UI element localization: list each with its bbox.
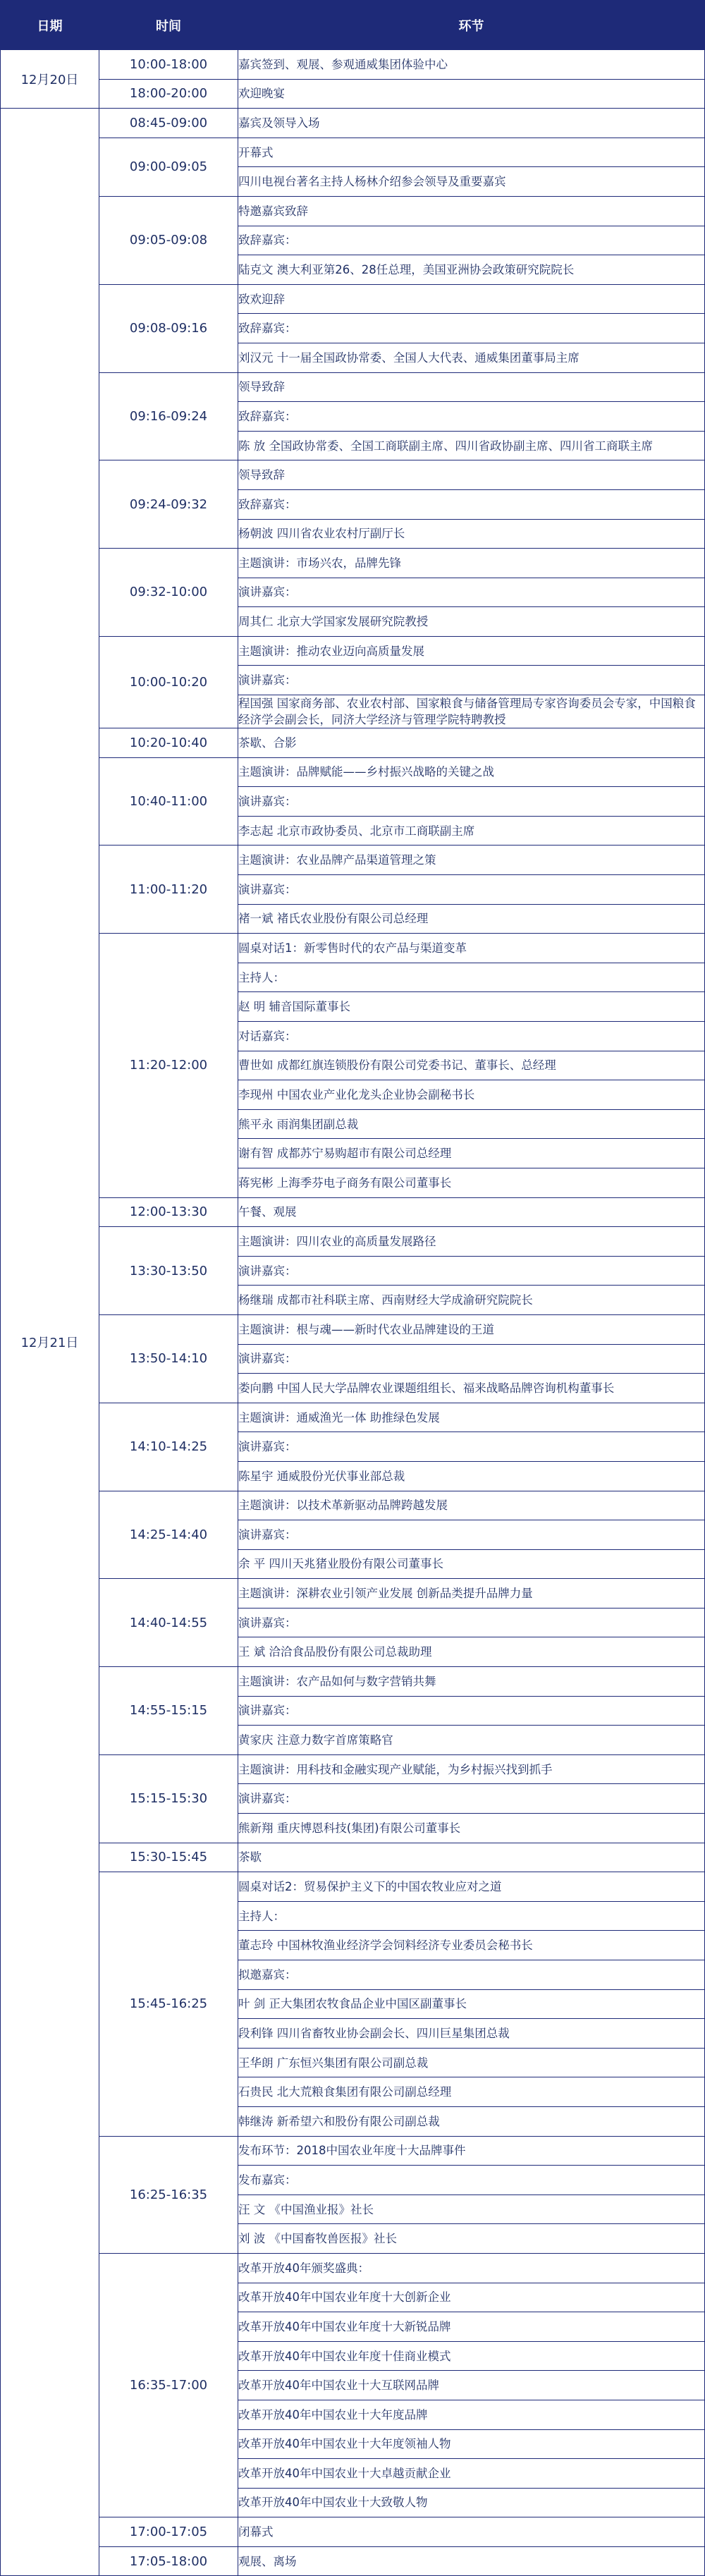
- agenda-row: [1, 1314, 705, 1344]
- agenda-row: [1, 636, 705, 666]
- segment-line: 发布环节：2018中国农业年度十大品牌事件: [238, 2136, 705, 2166]
- header-row: [1, 1, 705, 50]
- time-cell: 09:24-09:32: [99, 460, 238, 549]
- time-cell: 16:25-16:35: [99, 2136, 238, 2253]
- agenda-row: [1, 372, 705, 402]
- segment-line: 发布嘉宾：: [238, 2166, 705, 2195]
- segment-line: 改革开放40年中国农业十大年度品牌: [238, 2400, 705, 2429]
- segment-line: 余 平 四川天兆猪业股份有限公司董事长: [238, 1549, 705, 1579]
- segment-line: 陈星宇 通威股份光伏事业部总裁: [238, 1461, 705, 1491]
- segment-line: 杨朝波 四川省农业农村厅副厅长: [238, 519, 705, 549]
- date-cell: 12月21日: [1, 109, 99, 2576]
- agenda-row: [1, 846, 705, 875]
- segment-line: 拟邀嘉宾：: [238, 1960, 705, 1990]
- segment-line: 演讲嘉宾：: [238, 1784, 705, 1814]
- segment-line: 主题演讲：用科技和金融实现产业赋能，为乡村振兴找到抓手: [238, 1754, 705, 1784]
- time-cell: 10:20-10:40: [99, 728, 238, 758]
- segment-line: 午餐、观展: [238, 1197, 705, 1227]
- segment-line: 四川电视台著名主持人杨林介绍参会领导及重要嘉宾: [238, 167, 705, 197]
- time-cell: 18:00-20:00: [99, 79, 238, 109]
- time-cell: 13:50-14:10: [99, 1314, 238, 1403]
- segment-line: 演讲嘉宾：: [238, 875, 705, 905]
- segment-line: 主题演讲：以技术革新驱动品牌跨越发展: [238, 1491, 705, 1520]
- agenda-row: [1, 1491, 705, 1520]
- segment-line: 谢有智 成都苏宁易购超市有限公司总经理: [238, 1139, 705, 1168]
- segment-line: 演讲嘉宾：: [238, 666, 705, 695]
- time-cell: 09:32-10:00: [99, 549, 238, 637]
- agenda-row: [1, 1227, 705, 1257]
- time-cell: 09:00-09:05: [99, 138, 238, 196]
- agenda-row: [1, 2253, 705, 2283]
- segment-line: 闭幕式: [238, 2517, 705, 2547]
- segment-line: 主题演讲：推动农业迈向高质量发展: [238, 636, 705, 666]
- segment-line: 汪 文 《中国渔业报》社长: [238, 2195, 705, 2224]
- segment-line: 圆桌对话2：贸易保护主义下的中国农牧业应对之道: [238, 1872, 705, 1902]
- segment-line: 致辞嘉宾：: [238, 226, 705, 255]
- agenda-row: [1, 1403, 705, 1432]
- segment-line: 李现州 中国农业产业化龙头企业协会副秘书长: [238, 1080, 705, 1110]
- segment-line: 主题演讲：通威渔光一体 助推绿色发展: [238, 1403, 705, 1432]
- segment-line: 改革开放40年中国农业十大年度领袖人物: [238, 2429, 705, 2459]
- agenda-row: [1, 2517, 705, 2547]
- segment-line: 改革开放40年中国农业十大卓越贡献企业: [238, 2459, 705, 2489]
- agenda-row: [1, 1197, 705, 1227]
- time-cell: 15:45-16:25: [99, 1872, 238, 2136]
- time-cell: 10:00-10:20: [99, 636, 238, 728]
- agenda-row: [1, 79, 705, 109]
- segment-line: 领导致辞: [238, 460, 705, 490]
- segment-line: 黄家庆 注意力数字首席策略官: [238, 1726, 705, 1755]
- segment-line: 周其仁 北京大学国家发展研究院教授: [238, 607, 705, 637]
- segment-line: 韩继涛 新希望六和股份有限公司副总裁: [238, 2106, 705, 2136]
- agenda-row: [1, 934, 705, 963]
- segment-line: 改革开放40年中国农业十大互联网品牌: [238, 2371, 705, 2400]
- segment-line: 叶 剑 正大集团农牧食品企业中国区副董事长: [238, 1989, 705, 2019]
- segment-line: 演讲嘉宾：: [238, 1432, 705, 1462]
- segment-line: 演讲嘉宾：: [238, 1344, 705, 1374]
- time-cell: 08:45-09:00: [99, 109, 238, 138]
- segment-line: 娄向鹏 中国人民大学品牌农业课题组组长、福来战略品牌咨询机构董事长: [238, 1374, 705, 1403]
- time-cell: 13:30-13:50: [99, 1227, 238, 1315]
- segment-line: 主持人：: [238, 1901, 705, 1931]
- segment-line: 杨继瑞 成都市社科联主席、西南财经大学成渝研究院院长: [238, 1286, 705, 1315]
- time-cell: 14:10-14:25: [99, 1403, 238, 1491]
- time-cell: 11:20-12:00: [99, 934, 238, 1197]
- segment-line: 王 斌 洽洽食品股份有限公司总裁助理: [238, 1637, 705, 1667]
- agenda-row: [1, 50, 705, 80]
- segment-line: 董志玲 中国林牧渔业经济学会饲料经济专业委员会秘书长: [238, 1931, 705, 1960]
- segment-line: 蒋宪彬 上海季芬电子商务有限公司董事长: [238, 1168, 705, 1197]
- segment-line: 观展、离场: [238, 2546, 705, 2576]
- segment-line: 嘉宾及领导入场: [238, 109, 705, 138]
- segment-line: 改革开放40年中国农业年度十大创新企业: [238, 2283, 705, 2312]
- segment-line: 改革开放40年中国农业十大致敬人物: [238, 2488, 705, 2517]
- segment-line: 陆克文 澳大利亚第26、28任总理，美国亚洲协会政策研究院院长: [238, 255, 705, 285]
- agenda-row: [1, 1667, 705, 1697]
- segment-line: 主持人：: [238, 963, 705, 992]
- segment-line: 主题演讲：农产品如何与数字营销共舞: [238, 1667, 705, 1697]
- time-cell: 17:00-17:05: [99, 2517, 238, 2547]
- segment-line: 王华朗 广东恒兴集团有限公司副总裁: [238, 2048, 705, 2077]
- segment-line: 演讲嘉宾：: [238, 1696, 705, 1726]
- segment-line: 茶歇、合影: [238, 728, 705, 758]
- agenda-row: [1, 549, 705, 578]
- segment-line: 曹世如 成都红旗连锁股份有限公司党委书记、董事长、总经理: [238, 1051, 705, 1080]
- segment-line: 领导致辞: [238, 372, 705, 402]
- segment-line: 演讲嘉宾：: [238, 578, 705, 607]
- segment-line: 熊新翔 重庆博恩科技(集团)有限公司董事长: [238, 1814, 705, 1843]
- segment-line: 致辞嘉宾：: [238, 489, 705, 519]
- segment-line: 主题演讲：品牌赋能——乡村振兴战略的关键之战: [238, 757, 705, 787]
- segment-line: 熊平永 雨润集团副总裁: [238, 1109, 705, 1139]
- segment-line: 主题演讲：深耕农业引领产业发展 创新品类提升品牌力量: [238, 1579, 705, 1609]
- segment-line: 段利锋 四川省畜牧业协会副会长、四川巨星集团总裁: [238, 2019, 705, 2049]
- segment-line: 改革开放40年颁奖盛典：: [238, 2253, 705, 2283]
- segment-line: 对话嘉宾：: [238, 1022, 705, 1051]
- segment-line: 主题演讲：根与魂——新时代农业品牌建设的王道: [238, 1314, 705, 1344]
- date-cell: 12月20日: [1, 50, 99, 109]
- time-cell: 14:40-14:55: [99, 1579, 238, 1667]
- segment-line: 主题演讲：市场兴农，品牌先锋: [238, 549, 705, 578]
- agenda-row: [1, 2546, 705, 2576]
- agenda-row: [1, 284, 705, 314]
- segment-line: 欢迎晚宴: [238, 79, 705, 109]
- segment-line: 改革开放40年中国农业年度十佳商业模式: [238, 2341, 705, 2371]
- time-cell: 15:30-15:45: [99, 1843, 238, 1872]
- time-cell: 15:15-15:30: [99, 1754, 238, 1843]
- agenda-row: [1, 2136, 705, 2166]
- agenda-row: [1, 1843, 705, 1872]
- segment-line: 圆桌对话1：新零售时代的农产品与渠道变革: [238, 934, 705, 963]
- agenda-row: [1, 1579, 705, 1609]
- segment-line: 李志起 北京市政协委员、北京市工商联副主席: [238, 816, 705, 846]
- agenda-row: [1, 109, 705, 138]
- time-cell: 09:16-09:24: [99, 372, 238, 460]
- segment-line: 陈 放 全国政协常委、全国工商联副主席、四川省政协副主席、四川省工商联主席: [238, 431, 705, 460]
- segment-line: 特邀嘉宾致辞: [238, 196, 705, 226]
- agenda-row: [1, 757, 705, 787]
- segment-line: 演讲嘉宾：: [238, 787, 705, 817]
- segment-line: 致欢迎辞: [238, 284, 705, 314]
- segment-line: 改革开放40年中国农业年度十大新锐品牌: [238, 2312, 705, 2342]
- segment-line: 致辞嘉宾：: [238, 402, 705, 432]
- agenda-row: [1, 1754, 705, 1784]
- time-cell: 14:25-14:40: [99, 1491, 238, 1579]
- segment-line: 刘 波 《中国畜牧兽医报》社长: [238, 2224, 705, 2254]
- time-cell: 09:08-09:16: [99, 284, 238, 372]
- header-time: 时间: [99, 1, 238, 50]
- segment-line: 演讲嘉宾：: [238, 1256, 705, 1286]
- segment-line: 褚一斌 褚氏农业股份有限公司总经理: [238, 904, 705, 934]
- time-cell: 10:00-18:00: [99, 50, 238, 80]
- time-cell: 11:00-11:20: [99, 846, 238, 934]
- segment-line: 茶歇: [238, 1843, 705, 1872]
- agenda-row: [1, 1872, 705, 1902]
- segment-line: 致辞嘉宾：: [238, 314, 705, 343]
- segment-line: 嘉宾签到、观展、参观通威集团体验中心: [238, 50, 705, 80]
- agenda-row: [1, 196, 705, 226]
- agenda-row: [1, 138, 705, 167]
- segment-line: 程国强 国家商务部、农业农村部、国家粮食与储备管理局专家咨询委员会专家，中国粮食经济学会副会长，同济大学经济与管理学院特聘教授: [238, 695, 705, 728]
- time-cell: 17:05-18:00: [99, 2546, 238, 2576]
- segment-line: 刘汉元 十一届全国政协常委、全国人大代表、通威集团董事局主席: [238, 343, 705, 372]
- agenda-body: [1, 50, 705, 2576]
- segment-line: 开幕式: [238, 138, 705, 167]
- segment-line: 赵 明 辅音国际董事长: [238, 992, 705, 1022]
- segment-line: 石贵民 北大荒粮食集团有限公司副总经理: [238, 2077, 705, 2107]
- time-cell: 09:05-09:08: [99, 196, 238, 284]
- time-cell: 14:55-15:15: [99, 1667, 238, 1755]
- time-cell: 12:00-13:30: [99, 1197, 238, 1227]
- time-cell: 10:40-11:00: [99, 757, 238, 846]
- segment-line: 主题演讲：四川农业的高质量发展路径: [238, 1227, 705, 1257]
- time-cell: 16:35-17:00: [99, 2253, 238, 2517]
- header-date: 日期: [1, 1, 99, 50]
- agenda-row: [1, 460, 705, 490]
- segment-line: 主题演讲：农业品牌产品渠道管理之策: [238, 846, 705, 875]
- segment-line: 演讲嘉宾：: [238, 1520, 705, 1550]
- segment-line: 演讲嘉宾：: [238, 1608, 705, 1637]
- header-segment: 环节: [238, 1, 705, 50]
- agenda-row: [1, 728, 705, 758]
